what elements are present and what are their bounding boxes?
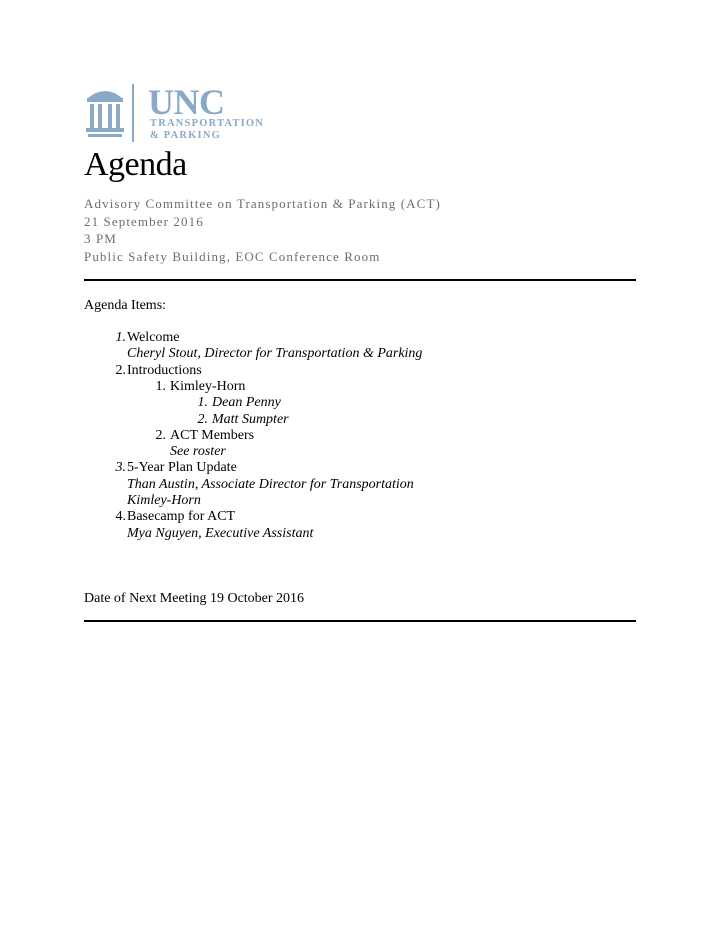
item-3-presenter: Than Austin, Associate Director for Transportation [127, 476, 414, 492]
item-number: 2. [115, 362, 126, 378]
person-name: Matt Sumpter [212, 411, 289, 427]
sub-item-label: ACT Members [170, 427, 255, 443]
page-title: Agenda [84, 146, 187, 183]
item-1-presenter: Cheryl Stout, Director for Transportation & Parking [127, 346, 423, 362]
see-roster-note: See roster [170, 444, 226, 460]
meeting-time: 3 PM [84, 231, 117, 247]
meeting-location: Public Safety Building, EOC Conference Room [84, 248, 381, 264]
agenda-items-label: Agenda Items: [84, 298, 167, 313]
committee-name: Advisory Committee on Transportation & Parking (ACT) [84, 196, 441, 211]
logo-subtitle-1: TRANSPORTATION [150, 118, 265, 129]
person-number: 1. [197, 395, 208, 411]
item-number: 3. [115, 460, 126, 476]
item-label: 5-Year Plan Update [127, 460, 237, 476]
item-4-presenter: Mya Nguyen, Executive Assistant [127, 525, 314, 541]
next-meeting: Date of Next Meeting 19 October 2016 [84, 591, 305, 606]
item-label: Basecamp for ACT [127, 509, 236, 525]
logo-unc-text: UNC [148, 82, 225, 122]
sub-item-label: Kimley-Horn [170, 378, 246, 394]
item-number: 4. [115, 509, 126, 525]
logo-divider [132, 84, 134, 142]
unc-logo [84, 84, 284, 146]
item-3-presenter-2: Kimley-Horn [127, 493, 201, 508]
item-label: Introductions [127, 362, 202, 378]
meeting-meta [84, 195, 441, 265]
person-number: 2. [197, 411, 208, 427]
sub-item-number: 2. [155, 427, 166, 443]
old-well-icon [84, 84, 126, 142]
item-number: 1. [115, 330, 126, 345]
logo-subtitle-2: & PARKING [150, 130, 221, 141]
divider-top [84, 279, 636, 281]
sub-item-number: 1. [155, 378, 166, 394]
person-name: Dean Penny [212, 395, 281, 411]
divider-bottom [84, 620, 636, 622]
item-label: Welcome [127, 330, 180, 345]
meeting-date: 21 September 2016 [84, 213, 204, 229]
